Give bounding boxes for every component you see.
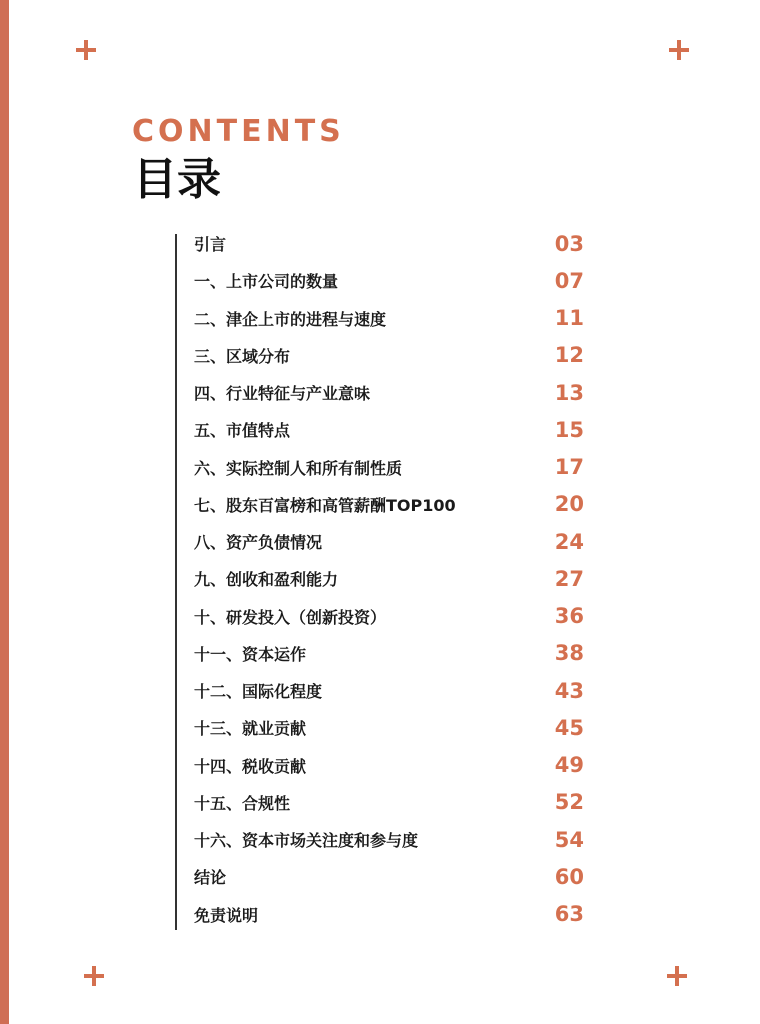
toc-entry-title: 八、资产负债情况: [194, 533, 323, 553]
toc-entry[interactable]: [194, 560, 584, 597]
left-edge-bar: [0, 0, 9, 1024]
toc-entry-page-number: 03: [554, 231, 584, 256]
toc-entry[interactable]: [194, 858, 584, 895]
toc-entry[interactable]: [194, 411, 584, 448]
toc-entry[interactable]: [194, 262, 584, 299]
toc-entry-title: 六、实际控制人和所有制性质: [194, 458, 403, 478]
toc-entry-title: 十一、资本运作: [194, 644, 307, 664]
toc-entry[interactable]: [194, 486, 584, 523]
toc-entry[interactable]: [194, 598, 584, 635]
toc-entry[interactable]: [194, 709, 584, 746]
toc-entry-title: 引言: [194, 235, 227, 255]
toc-entry-page-number: 07: [554, 268, 584, 293]
toc-entry-title: 免责说明: [194, 905, 259, 925]
toc-entry-page-number: 15: [554, 417, 584, 442]
plus-icon: [669, 40, 689, 60]
toc-entry-page-number: 63: [554, 902, 584, 927]
toc-divider: [175, 234, 177, 930]
toc-entry-title: 十六、资本市场关注度和参与度: [194, 831, 419, 851]
toc-entry-title: 四、行业特征与产业意味: [194, 384, 371, 404]
table-of-contents: [194, 225, 584, 933]
toc-entry-page-number: 49: [554, 753, 584, 778]
toc-entry[interactable]: [194, 747, 584, 784]
toc-entry-title: 十二、国际化程度: [194, 682, 323, 702]
toc-entry-title: 结论: [194, 868, 227, 888]
toc-entry[interactable]: [194, 300, 584, 337]
plus-icon: [76, 40, 96, 60]
toc-entry[interactable]: [194, 896, 584, 933]
toc-entry-title: 二、津企上市的进程与速度: [194, 309, 387, 329]
toc-entry-page-number: 11: [554, 306, 584, 331]
toc-entry-page-number: 13: [554, 380, 584, 405]
toc-entry-title: 一、上市公司的数量: [194, 272, 339, 292]
plus-icon: [667, 966, 687, 986]
contents-heading: CONTENTS: [132, 114, 345, 149]
toc-entry-page-number: 24: [554, 529, 584, 554]
toc-entry-title: 十三、就业贡献: [194, 719, 307, 739]
toc-entry[interactable]: [194, 225, 584, 262]
toc-entry-page-number: 27: [554, 566, 584, 591]
toc-entry-page-number: 43: [554, 678, 584, 703]
toc-entry[interactable]: [194, 523, 584, 560]
toc-entry-page-number: 17: [554, 455, 584, 480]
toc-entry[interactable]: [194, 374, 584, 411]
toc-entry[interactable]: [194, 784, 584, 821]
toc-entry-page-number: 38: [554, 641, 584, 666]
toc-entry-title: 十五、合规性: [194, 793, 291, 813]
page-title: 目录: [133, 154, 221, 205]
toc-entry-page-number: 52: [554, 790, 584, 815]
toc-entry-page-number: 60: [554, 864, 584, 889]
toc-entry-page-number: 45: [554, 715, 584, 740]
toc-entry-title: 七、股东百富榜和高管薪酬TOP100: [194, 495, 456, 515]
toc-entry-title: 三、区域分布: [194, 346, 291, 366]
plus-icon: [84, 966, 104, 986]
toc-entry-page-number: 54: [554, 827, 584, 852]
toc-entry[interactable]: [194, 821, 584, 858]
toc-entry-title: 十、研发投入（创新投资）: [194, 607, 387, 627]
toc-entry-page-number: 20: [554, 492, 584, 517]
toc-entry-page-number: 36: [554, 604, 584, 629]
toc-entry[interactable]: [194, 449, 584, 486]
toc-entry-title: 十四、税收贡献: [194, 756, 307, 776]
toc-entry-title: 五、市值特点: [194, 421, 291, 441]
toc-entry[interactable]: [194, 672, 584, 709]
toc-entry[interactable]: [194, 337, 584, 374]
toc-entry[interactable]: [194, 635, 584, 672]
toc-entry-page-number: 12: [554, 343, 584, 368]
toc-entry-title: 九、创收和盈利能力: [194, 570, 339, 590]
